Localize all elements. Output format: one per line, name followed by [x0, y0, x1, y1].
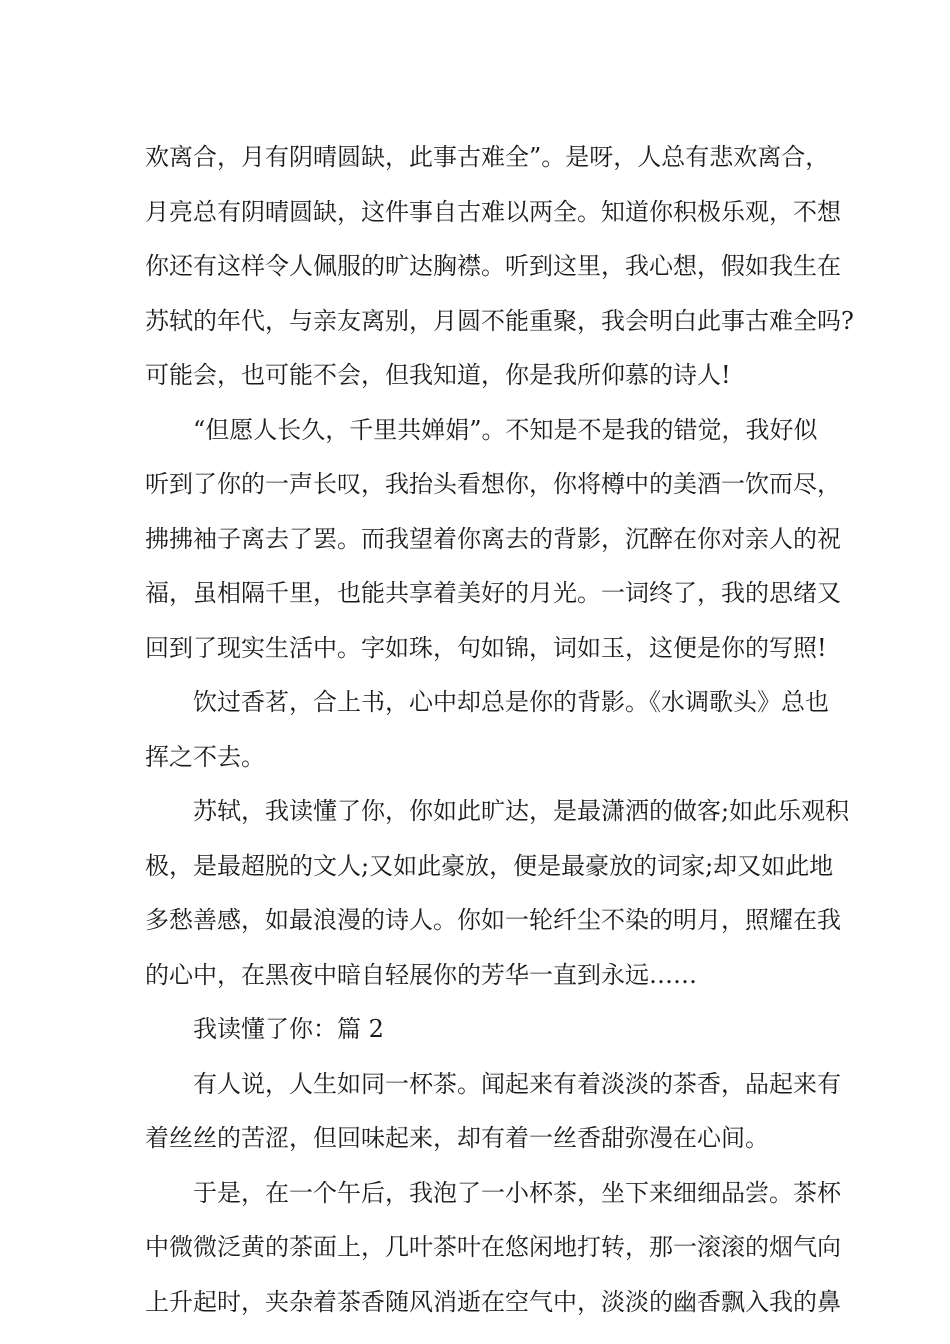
paragraph-line: 中微微泛黄的茶面上，几叶茶叶在悠闲地打转，那一滚滚的烟气向	[145, 1233, 841, 1261]
paragraph-line: 听到了你的一声长叹，我抬头看想你，你将樽中的美酒一饮而尽，	[145, 470, 841, 498]
paragraph-line: 饮过香茗，合上书，心中却总是你的背影。《水调歌头》总也	[193, 688, 829, 716]
document-body	[145, 130, 854, 1329]
paragraph-line: 欢离合，月有阴晴圆缺，此事古难全”。是呀，人总有悲欢离合，	[145, 143, 830, 171]
paragraph-line: 可能会，也可能不会，但我知道，你是我所仰慕的诗人!	[145, 361, 731, 389]
paragraph-line: 有人说，人生如同一杯茶。闻起来有着淡淡的茶香，品起来有	[193, 1069, 841, 1098]
paragraph-line: 极，是最超脱的文人;又如此豪放，便是最豪放的词家;却又如此地	[145, 851, 834, 880]
paragraph-line: 多愁善感，如最浪漫的诗人。你如一轮纤尘不染的明月，照耀在我	[145, 906, 841, 934]
paragraph-line: “但愿人长久，千里共婵娟”。不知是不是我的错觉，我好似	[193, 415, 818, 444]
paragraph-line: 回到了现实生活中。字如珠，句如锦，词如玉，这便是你的写照!	[145, 633, 827, 662]
paragraph-line: 你还有这样令人佩服的旷达胸襟。听到这里，我心想，假如我生在	[145, 252, 841, 280]
paragraph-line: 上升起时，夹杂着茶香随风消逝在空气中，淡淡的幽香飘入我的鼻	[145, 1287, 841, 1316]
paragraph-line: 苏轼的年代，与亲友离别，月圆不能重聚，我会明白此事古难全吗?	[145, 306, 854, 335]
paragraph-line: 月亮总有阴晴圆缺，这件事自古难以两全。知道你积极乐观，不想	[145, 197, 841, 226]
paragraph-line: 苏轼，我读懂了你，你如此旷达，是最潇洒的做客;如此乐观积	[193, 797, 850, 825]
paragraph-line: 拂拂袖子离去了罢。而我望着你离去的背影，沉醉在你对亲人的祝	[145, 524, 841, 553]
paragraph-line: 着丝丝的苦涩，但回味起来，却有着一丝香甜弥漫在心间。	[145, 1124, 769, 1152]
paragraph-line: 的心中，在黑夜中暗自轻展你的芳华一直到永远……	[145, 960, 697, 989]
paragraph-line: 福，虽相隔千里，也能共享着美好的月光。一词终了，我的思绪又	[145, 579, 841, 607]
section-heading: 我读懂了你：篇 2	[193, 1015, 384, 1043]
paragraph-line: 挥之不去。	[145, 742, 265, 771]
paragraph-line: 于是，在一个午后，我泡了一小杯茶，坐下来细细品尝。茶杯	[193, 1178, 841, 1207]
